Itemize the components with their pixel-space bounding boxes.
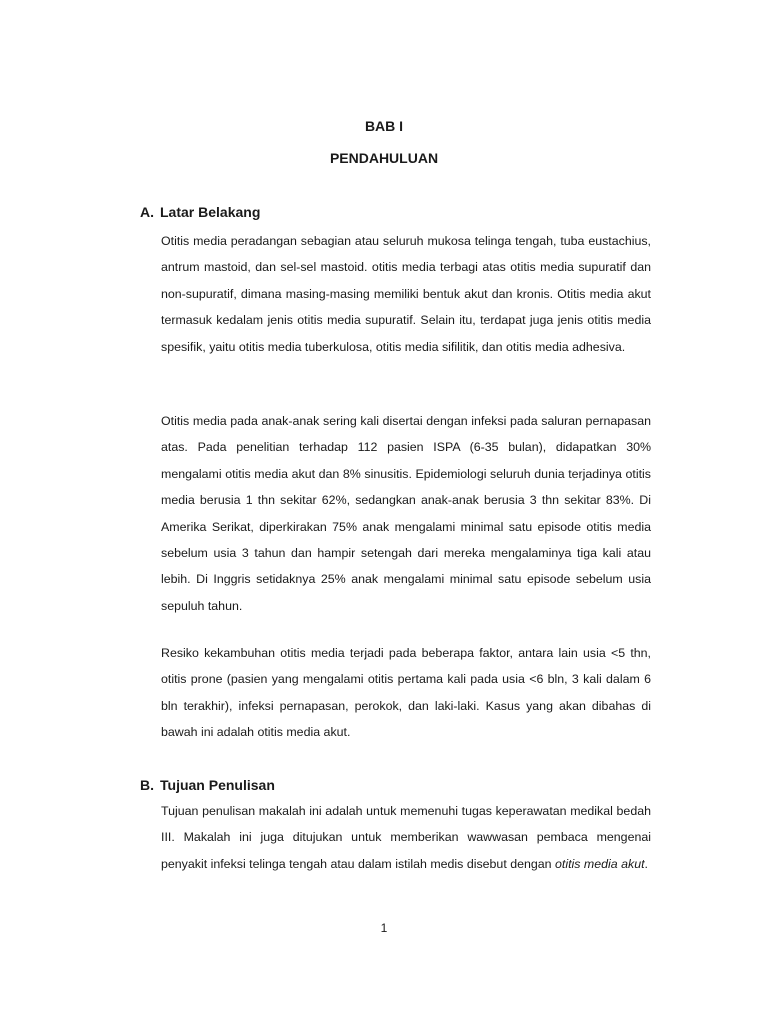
paragraph-tujuan-text: Tujuan penulisan makalah ini adalah untuk memenuhi tugas keperawatan medikal bedah III. Makalah ini juga ditujukan untuk memberikan wawwasan pembaca mengenai penyakit infeksi telinga tengah atau dalam istilah medis disebut dengan xyxy=(161,804,651,871)
page-number: 1 xyxy=(380,921,388,935)
paragraph-otitis-epidemiology: Otitis media pada anak-anak sering kali disertai dengan infeksi pada saluran pernapasan atas. Pada penelitian terhadap 112 pasien ISPA (6-35 bulan), didapatkan 30% mengalami otitis media akut dan 8% sinusitis. Epidemiologi seluruh dunia terjadinya otitis media berusia 1 thn sekitar 62%, sedangkan anak-anak berusia 3 thn sekitar 83%. Di Amerika Serikat, diperkirakan 75% anak mengalami minimal satu episode otitis media sebelum usia 3 tahun dan hampir setengah dari mereka mengalaminya tiga kali atau lebih. Di Inggris setidaknya 25% anak mengalami minimal satu episode sebelum usia sepuluh tahun. xyxy=(161,414,651,613)
chapter-number: BAB I xyxy=(364,118,404,134)
paragraph-tujuan xyxy=(161,798,651,877)
section-heading-tujuan-penulisan xyxy=(140,776,275,794)
chapter-title: PENDAHULUAN xyxy=(329,150,439,166)
section-letter: A. xyxy=(140,204,154,220)
paragraph-otitis-definition: Otitis media peradangan sebagian atau seluruh mukosa telinga tengah, tuba eustachius, antrum mastoid, dan sel-sel mastoid. otitis media terbagi atas otitis media supuratif dan non-supuratif, dimana masing-masing memiliki bentuk akut dan kronis. Otitis media akut termasuk kedalam jenis otitis media supuratif. Selain itu, terdapat juga jenis otitis media spesifik, yaitu otitis media tuberkulosa, otitis media sifilitik, dan otitis media adhesiva. xyxy=(161,234,651,354)
paragraph-tujuan-end: . xyxy=(644,856,648,871)
section-title: Tujuan Penulisan xyxy=(160,777,275,793)
paragraph-tujuan-italic: otitis media akut xyxy=(555,856,645,871)
section-heading-latar-belakang xyxy=(140,203,260,221)
paragraph-otitis-risk: Resiko kekambuhan otitis media terjadi pada beberapa faktor, antara lain usia <5 thn, otitis prone (pasien yang mengalami otitis pertama kali pada usia <6 bln, 3 kali dalam 6 bln terakhir), infeksi pernapasan, perokok, dan laki-laki. Kasus yang akan dibahas di bawah ini adalah otitis media akut. xyxy=(161,646,651,740)
section-title: Latar Belakang xyxy=(160,204,261,220)
section-letter: B. xyxy=(140,777,154,793)
